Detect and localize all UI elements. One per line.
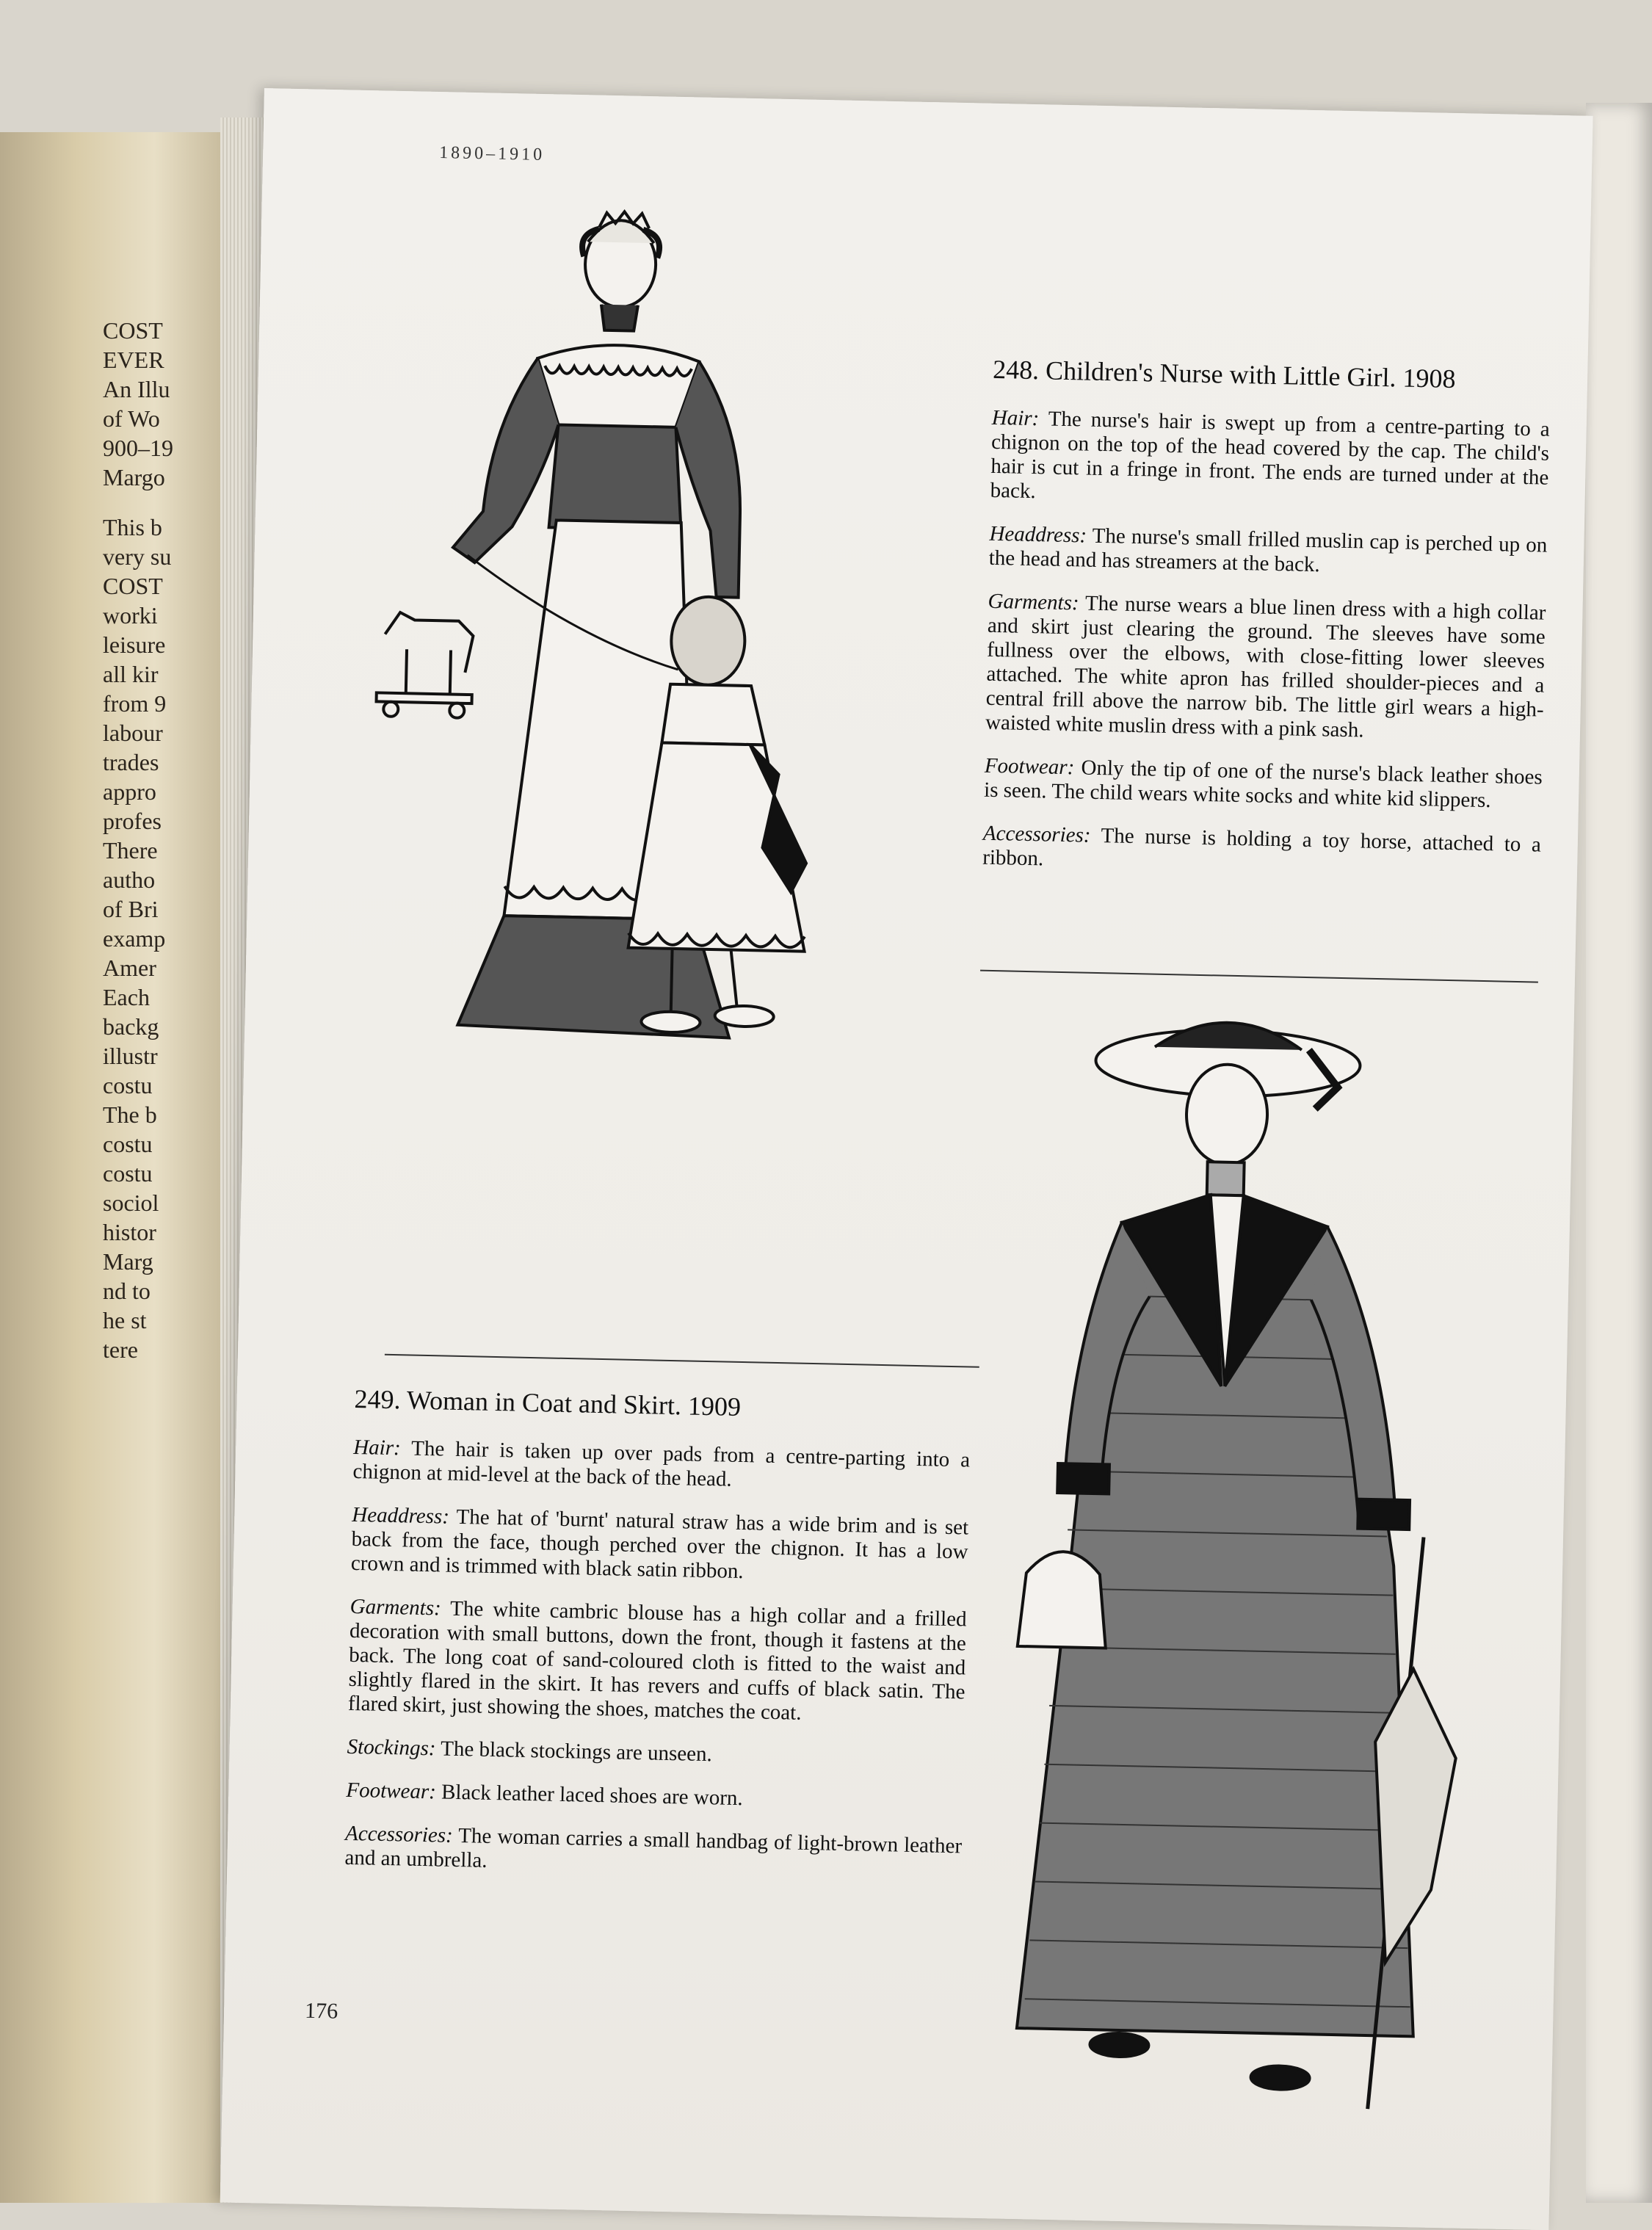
entry-249-accessories: Accessories: The woman carries a small handbag of light-brown leather and an umbrella. [344,1821,963,1872]
page-number: 176 [304,1998,338,2024]
spine-line: all kir [103,661,159,687]
book-jacket-spine [0,132,220,2203]
spine-line: of Wo [103,405,160,432]
entry-249-title: 249. Woman in Coat and Skirt. 1909 [354,1383,742,1422]
entry-249-garments: Garments: The white cambric blouse has a high collar and a frilled decoration with small buttons, down the front, though it fastens at the back. The long coat of sand-coloured cloth is fitted to the waist and slightly flared in the skirt. It has revers and cuffs of black satin. The flared skirt, just showing the shoes, matches the coat. [347,1594,967,1725]
spine-line: worki [103,602,158,629]
spine-line: Marg [103,1248,153,1275]
spine-line: EVER [103,347,164,373]
jacket-blurb-text [103,316,220,1364]
entry-248-rule [980,970,1538,983]
entry-249-rule [385,1354,979,1368]
spine-line: appro [103,778,156,805]
woman-in-coat-illustration [971,999,1552,2127]
entry-249 [344,1383,971,1902]
entry-249-headdress: Headdress: The hat of 'burnt' natural straw has a wide brim and is set back from the face, though perched over the chignon. It has a low crown and is trimmed with black satin ribbon. [350,1502,969,1584]
spine-line: sociol [103,1190,159,1216]
spine-line: he st [103,1307,147,1333]
spine-line: histor [103,1219,156,1245]
nurse-and-girl-illustration [347,178,894,1071]
entry-248-headdress: Headdress: The nurse's small frilled muslin cap is perched up on the head and has streamers at the back. [988,521,1548,577]
spine-line: leisure [103,631,166,658]
spine-line: from 9 [103,690,167,717]
entry-249-footwear: Footwear: Black leather laced shoes are worn. [346,1778,744,1811]
spine-line: of Bri [103,896,159,922]
spine-line: The b [103,1101,157,1128]
spine-line: costu [103,1131,153,1157]
spine-line: COST [103,317,163,344]
running-head: 1890–1910 [438,143,546,165]
book-page [220,88,1593,2230]
spine-line: tere [103,1336,138,1363]
spine-line [103,492,220,513]
spine-line: labour [103,720,163,746]
spine-line: COST [103,573,163,599]
spine-line: profes [103,808,162,834]
spine-line: illustr [103,1043,158,1069]
entry-248-footwear: Footwear: Only the tip of one of the nurse's black leather shoes is seen. The child wears white socks and white kid slippers. [983,753,1543,813]
entry-248-title: 248. Children's Nurse with Little Girl. 1908 [992,354,1456,394]
spine-line: autho [103,866,156,893]
spine-line: backg [103,1013,159,1040]
spine-line: costu [103,1072,153,1098]
entry-248-accessories: Accessories: The nurse is holding a toy horse, attached to a ribbon. [982,821,1542,871]
entry-248 [982,353,1551,901]
spine-line: 900–19 [103,435,173,461]
entry-249-stockings: Stockings: The black stockings are unseen. [347,1734,713,1767]
facing-page-edge [1586,103,1652,2203]
spine-line: costu [103,1160,153,1187]
spine-line: Margo [103,464,165,490]
spine-line: very su [103,543,172,570]
entry-248-hair: Hair: The nurse's hair is swept up from a centre-parting to a chignon on the top of the head covered by the cap. The child's hair is cut in a fringe in front. The ends are turned under at the back. [990,405,1550,504]
spine-line: This b [103,514,162,540]
spine-line: examp [103,925,166,952]
spine-line: trades [103,749,159,775]
spine-line: Each [103,984,150,1010]
entry-248-garments: Garments: The nurse wears a blue linen dress with a high collar and skirt just clearing the ground. The sleeves have some fullness over the elbows, with close-fitting lower sleeves attached. The white apron has frilled shoulder-pieces and a central frill above the narrow bib. The little girl wears a high-waisted white muslin dress with a pink sash. [985,589,1546,742]
entry-249-hair: Hair: The hair is taken up over pads from a centre-parting into a chignon at mid-level at the back of the head. [352,1435,971,1491]
spine-line: Amer [103,955,156,981]
spine-line: An Illu [103,376,170,402]
spine-line: There [103,837,158,864]
spine-line: nd to [103,1278,151,1304]
